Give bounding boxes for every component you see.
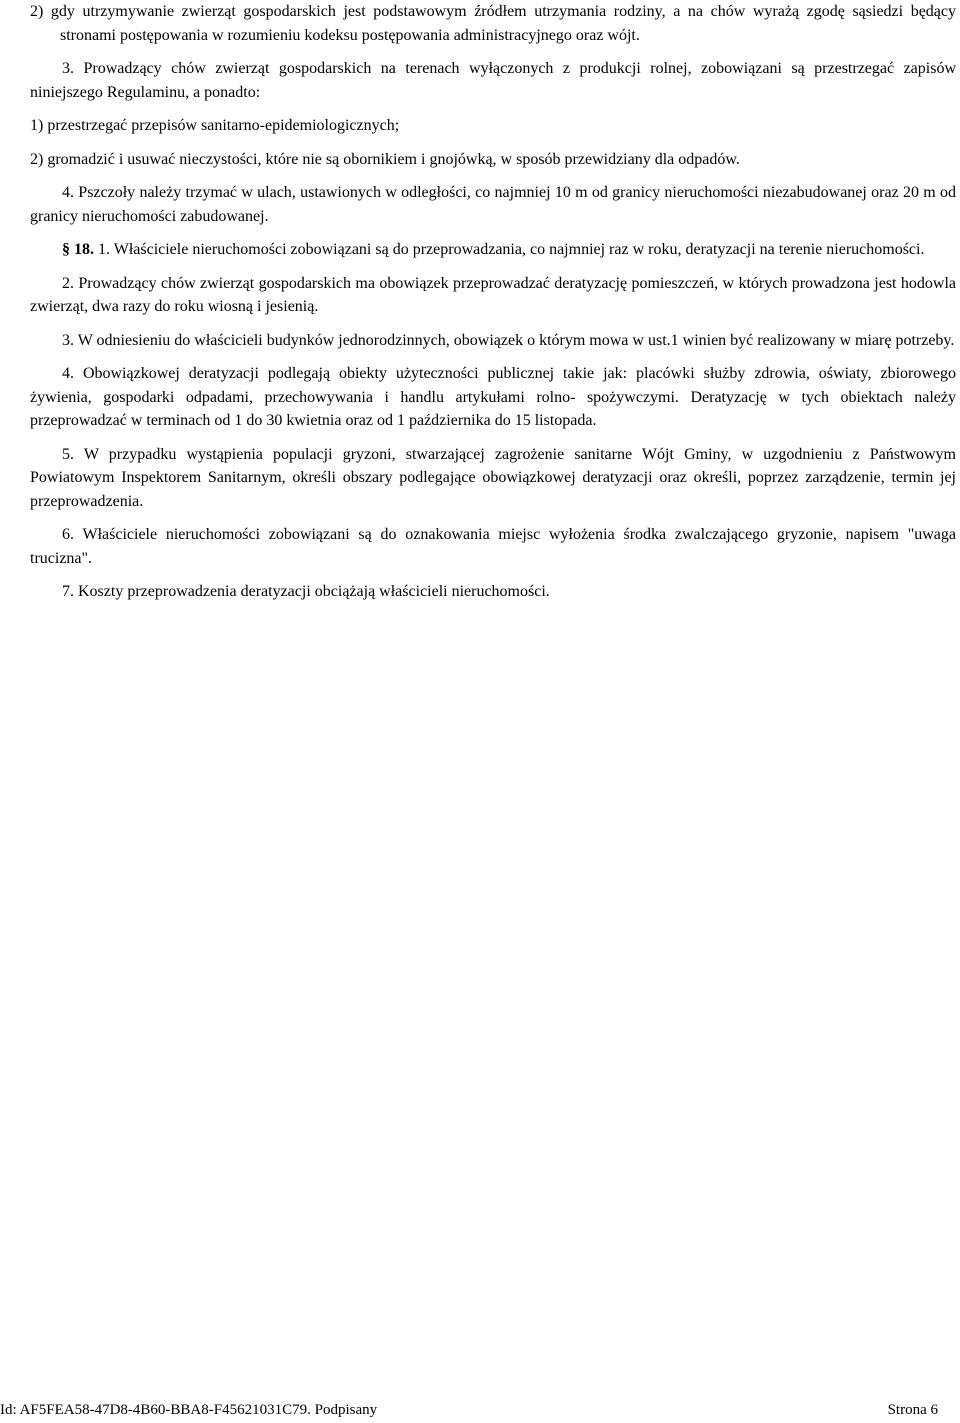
paragraph-ust-3-pkt-2: 2) gromadzić i usuwać nieczystości, które nie są obornikiem i gnojówką, w sposób przewidziany dla odpadów. [30,150,740,168]
paragraph-section-18-ust-3: 3. W odniesieniu do właścicieli budynków jednorodzinnych, obowiązek o którym mowa w ust.1 winien być realizowany w miarę potrzeby. [62,331,955,349]
section-number: § 18. [62,241,94,258]
paragraph-ust-3-chow: 3. Prowadzący chów zwierząt gospodarskich na terenach wyłączonych z produkcji rolnej, zobowiązani są przestrzegać zapisów niniejszego Regulaminu, a ponadto: [30,60,956,101]
page-number: Strona 6 [887,1402,938,1418]
section-18-ust-1-text: 1. Właściciele nieruchomości zobowiązani są do przeprowadzania, co najmniej raz w roku, deratyzacji na terenie nieruchomości. [98,241,925,258]
paragraph-section-18-ust-5: 5. W przypadku wystąpienia populacji gryzoni, stwarzającej zagrożenie sanitarne Wójt Gminy, w uzgodnieniu z Państwowym Powiatowym Inspektorem Sanitarnym, określi obszary podlegające obowiązkowej deratyzacji oraz określi, poprzez zarządzenie, termin jej przeprowadzenia. [30,445,956,510]
paragraph-section-18-ust-1 [30,238,956,262]
paragraph-section-18-ust-2: 2. Prowadzący chów zwierząt gospodarskich ma obowiązek przeprowadzać deratyzację pomieszczeń, w których prowadzona jest hodowla zwierząt, dwa razy do roku wiosną i jesienią. [30,274,956,315]
paragraph-section-18-ust-6: 6. Właściciele nieruchomości zobowiązani są do oznakowania miejsc wyłożenia środka zwalczającego gryzonie, napisem "uwaga trucizna". [30,526,956,567]
paragraph-ust-3-pkt-1: 1) przestrzegać przepisów sanitarno-epidemiologicznych; [30,117,400,134]
document-page [30,0,956,604]
paragraph-section-18-ust-4: 4. Obowiązkowej deratyzacji podlegają obiekty użyteczności publicznej takie jak: placówki służby zdrowia, oświaty, zbiorowego żywienia, gospodarki odpadami, przechowywania i handlu artykułami rolno- spożywczymi. Deratyzację w tych obiektach należy przeprowadzać w terminach od 1 do 30 kwietnia oraz od 1 października do 15 listopada. [30,365,956,429]
document-id: Id: AF5FEA58-47D8-4B60-BBA8-F45621031C79. Podpisany [0,1402,378,1418]
paragraph-section-18-ust-7: 7. Koszty przeprowadzenia deratyzacji obciążają właścicieli nieruchomości. [62,583,550,600]
paragraph-chow-zwierzat-zgoda: 2) gdy utrzymywanie zwierząt gospodarskich jest podstawowym źródłem utrzymania rodziny, a na chów wyrażą zgodę sąsiedzi będący stronami postępowania w rozumieniu kodeksu postępowania administracyjnego oraz wójt. [30,3,956,44]
paragraph-ust-4-pszczoly: 4. Pszczoły należy trzymać w ulach, ustawionych w odległości, co najmniej 10 m od granicy nieruchomości niezabudowanej oraz 20 m od granicy nieruchomości zabudowanej. [30,184,956,225]
